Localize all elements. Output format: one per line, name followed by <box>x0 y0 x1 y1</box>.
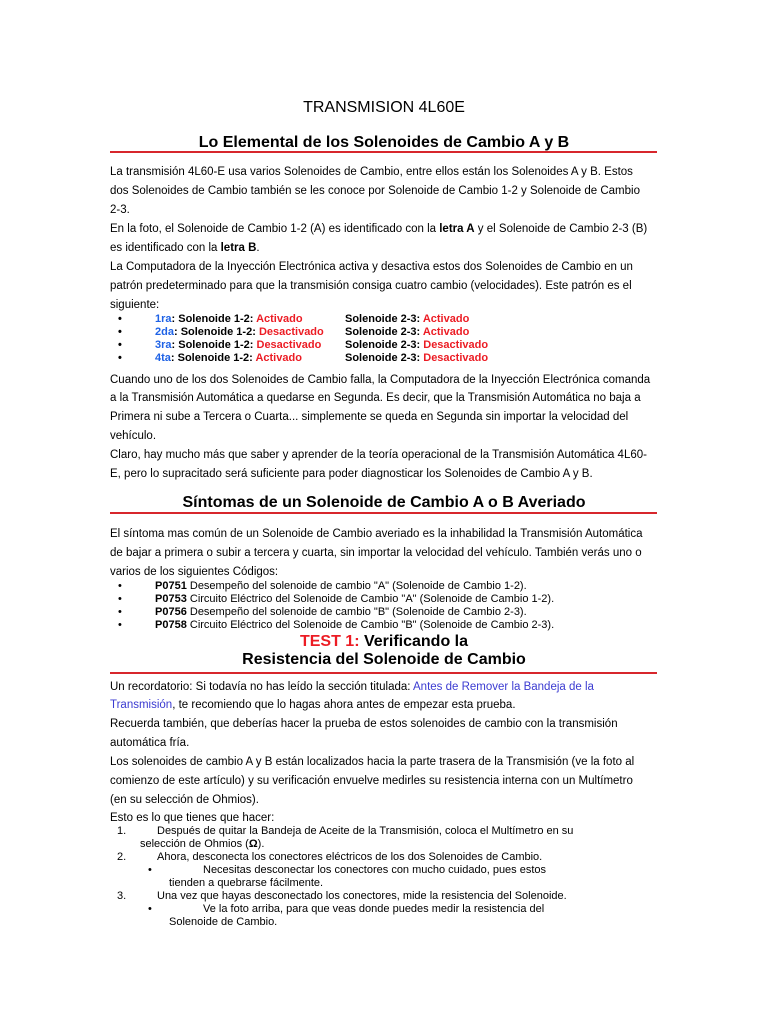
document-title: TRANSMISION 4L60E <box>303 99 465 116</box>
solenoid-1-2-state <box>155 313 345 326</box>
text-segment: selección de Ohmios ( <box>140 837 249 850</box>
trouble-code-description: Circuito Eléctrico del Solenoide de Cambio "B" (Solenoide de Cambio 2-3). <box>186 619 555 632</box>
trouble-code-item <box>110 619 658 632</box>
text-segment: es identificado con la <box>110 242 221 255</box>
shift-pattern-item <box>110 352 658 365</box>
solenoid-state: Desactivado <box>256 338 322 351</box>
section-heading-test-1 <box>110 633 658 669</box>
bullet-marker: • <box>118 592 122 605</box>
section-heading-solenoid-basics: Lo Elemental de los Solenoides de Cambio A y B <box>198 134 570 151</box>
text-line: automática fría. <box>110 737 190 750</box>
step-sub-item <box>110 903 658 916</box>
shift-pattern-item <box>110 313 658 326</box>
text-segment: ). <box>257 837 265 850</box>
letter-a-label: letra A <box>439 222 475 235</box>
solenoid-state: Activado <box>422 312 470 325</box>
text-line: comienzo de este artículo) y su verificación envuelve medirles su resistencia interna con un Multímetro <box>110 774 633 787</box>
ohm-symbol: Ω <box>248 837 258 850</box>
solenoid-1-2-state <box>155 339 345 352</box>
bullet-marker: • <box>118 579 122 592</box>
text-line <box>110 239 658 258</box>
bullet-marker: • <box>148 863 152 876</box>
symptoms-paragraph <box>110 525 658 582</box>
step-item <box>110 890 658 903</box>
trouble-code: P0756 <box>155 606 187 619</box>
solenoid-1-2-state <box>155 352 345 365</box>
trouble-code-item <box>110 580 658 593</box>
text-segment: , te recomiendo que lo hagas ahora antes de empezar esta prueba. <box>172 699 516 712</box>
solenoid-state: Activado <box>256 312 303 325</box>
text-line: 2-3. <box>110 203 130 216</box>
link-remove-pan-section[interactable]: Antes de Remover la Bandeja de la <box>413 680 594 693</box>
text-line <box>110 678 658 697</box>
gear-label: 3ra <box>155 338 172 351</box>
section-heading-symptoms: Síntomas de un Solenoide de Cambio A o B Averiado <box>182 494 586 511</box>
step-number: 1. <box>117 824 127 837</box>
section-divider <box>110 151 657 153</box>
bullet-marker: • <box>148 902 152 915</box>
solenoid-2-3-state <box>345 352 488 364</box>
text-line: vehículo. <box>110 429 157 442</box>
bullet-marker: • <box>118 325 122 338</box>
heading-line <box>110 633 658 651</box>
solenoid-2-3-state <box>345 326 469 338</box>
trouble-code-description: Desempeño del solenoide de cambio "A" (Solenoide de Cambio 1-2). <box>186 579 527 592</box>
steps-intro: Esto es lo que tienes que hacer: <box>110 811 275 824</box>
section-divider <box>110 512 657 514</box>
test-label: TEST 1: <box>299 633 360 650</box>
gear-label: 2da <box>155 325 174 338</box>
text-line: a la Transmisión Automática a quedarse en Segunda. Es decir, que la Transmisión Automática no baja a <box>110 392 641 405</box>
text-line: Primera ni sube a Tercera o Cuarta... simplemente se queda en Segunda sin importar la velocidad del <box>110 411 629 424</box>
solenoid-label: : Solenoide 1-2: <box>171 312 257 325</box>
solenoid-label: : Solenoide 1-2: <box>171 338 257 351</box>
heading-line: Resistencia del Solenoide de Cambio <box>242 651 526 668</box>
section-divider <box>110 672 657 674</box>
solenoid-2-3-state <box>345 313 469 325</box>
step-sub-text: Necesitas desconectar los conectores con mucho cuidado, pues estos <box>203 863 547 876</box>
text-line: de bajar a primera o subir a tercera y cuarta, sin importar la velocidad del vehículo. También verás uno o <box>110 546 642 559</box>
step-sub-text: Ve la foto arriba, para que veas donde puedes medir la resistencia del <box>203 902 545 915</box>
step-item <box>110 851 658 864</box>
text-segment: . <box>256 242 260 255</box>
text-line: Los solenoides de cambio A y B están localizados hacia la parte trasera de la Transmisión (ve la foto al <box>110 755 635 768</box>
step-text: Ahora, desconecta los conectores eléctricos de los dos Solenoides de Cambio. <box>157 850 543 863</box>
text-line <box>110 696 658 715</box>
text-line: Claro, hay mucho más que saber y aprender de la teoría operacional de la Transmisión Automática 4L60- <box>110 448 647 461</box>
trouble-code: P0758 <box>155 619 187 632</box>
text-line: patrón predeterminado para que la transmisión consiga cuatro cambio (velocidades). Este patrón es el <box>110 280 632 293</box>
trouble-code: P0753 <box>155 592 187 605</box>
text-line: dos Solenoides de Cambio también se les conoce por Solenoide de Cambio 1-2 y Solenoide de Cambio <box>110 184 640 197</box>
trouble-code-list <box>110 580 658 633</box>
solenoid-state: Desactivado <box>423 351 489 364</box>
text-line: El síntoma mas común de un Solenoide de Cambio averiado es la inhabilidad la Transmisión Automática <box>110 527 643 540</box>
step-continuation <box>110 838 658 851</box>
solenoid-label: Solenoide 2-3: <box>345 338 424 351</box>
heading-text: Verificando la <box>359 633 469 650</box>
solenoid-state: Activado <box>422 325 470 338</box>
text-segment: y el Solenoide de Cambio 2-3 (B) <box>474 222 648 235</box>
solenoid-label: Solenoide 2-3: <box>345 325 423 338</box>
intro-paragraph <box>110 163 658 316</box>
text-line: E, pero lo supracitado será suficiente para poder diagnosticar los Solenoides de Cambio A y B. <box>110 467 593 480</box>
solenoid-state: Activado <box>255 351 302 364</box>
step-sub-continuation: tienden a quebrarse fácilmente. <box>169 876 324 889</box>
step-sub-item <box>110 864 658 877</box>
failure-paragraph <box>110 371 658 484</box>
bullet-marker: • <box>118 606 122 619</box>
letter-b-label: letra B <box>220 242 257 255</box>
solenoid-label: Solenoide 2-3: <box>345 351 424 364</box>
trouble-code-description: Desempeño del solenoide de cambio "B" (Solenoide de Cambio 2-3). <box>186 606 527 619</box>
bullet-marker: • <box>118 351 122 364</box>
solenoid-label: : Solenoide 1-2: <box>173 325 259 338</box>
solenoid-state: Desactivado <box>423 338 489 351</box>
text-line: La Computadora de la Inyección Electrónica activa y desactiva estos dos Solenoides de Cambio en un <box>110 261 633 274</box>
step-text: Una vez que hayas desconectado los conectores, mide la resistencia del Solenoide. <box>157 889 567 902</box>
text-line: Recuerda también, que deberías hacer la prueba de estos solenoides de cambio con la transmisión <box>110 718 618 731</box>
text-line: (en su selección de Ohmios). <box>110 793 259 806</box>
text-line: Cuando uno de los dos Solenoides de Cambio falla, la Computadora de la Inyección Electrónica comanda <box>110 373 651 386</box>
trouble-code-description: Circuito Eléctrico del Solenoide de Cambio "A" (Solenoide de Cambio 1-2). <box>186 592 555 605</box>
shift-pattern-item <box>110 339 658 352</box>
step-number: 3. <box>117 889 127 902</box>
solenoid-label: : Solenoide 1-2: <box>170 351 256 364</box>
text-segment: En la foto, el Solenoide de Cambio 1-2 (A) es identificado con la <box>110 222 440 235</box>
trouble-code-item <box>110 606 658 619</box>
gear-label: 4ta <box>155 351 171 364</box>
solenoid-1-2-state <box>155 326 345 339</box>
step-number: 2. <box>117 850 127 863</box>
solenoid-2-3-state <box>345 339 488 351</box>
gear-label: 1ra <box>155 312 172 325</box>
text-line: siguiente: <box>110 299 160 312</box>
trouble-code: P0751 <box>155 579 187 592</box>
shift-pattern-list <box>110 313 658 365</box>
bullet-marker: • <box>118 338 122 351</box>
text-segment: Un recordatorio: Si todavía no has leído la sección titulada: <box>110 680 414 693</box>
step-sub-continuation: Solenoide de Cambio. <box>169 915 278 928</box>
step-text: Después de quitar la Bandeja de Aceite de la Transmisión, coloca el Multímetro en su <box>157 824 574 837</box>
bullet-marker: • <box>118 312 122 325</box>
text-line: La transmisión 4L60-E usa varios Solenoides de Cambio, entre ellos están los Solenoides A y B. Estos <box>110 165 633 178</box>
solenoid-label: Solenoide 2-3: <box>345 312 423 325</box>
solenoid-state: Desactivado <box>258 325 324 338</box>
test-steps-list <box>110 812 658 929</box>
shift-pattern-item <box>110 326 658 339</box>
trouble-code-item <box>110 593 658 606</box>
bullet-marker: • <box>118 619 122 632</box>
text-line: varios de los siguientes Códigos: <box>110 565 279 578</box>
test-paragraph <box>110 678 658 810</box>
link-remove-pan-section-end[interactable]: Transmisión <box>110 699 173 712</box>
step-item <box>110 825 658 838</box>
text-line <box>110 220 658 239</box>
